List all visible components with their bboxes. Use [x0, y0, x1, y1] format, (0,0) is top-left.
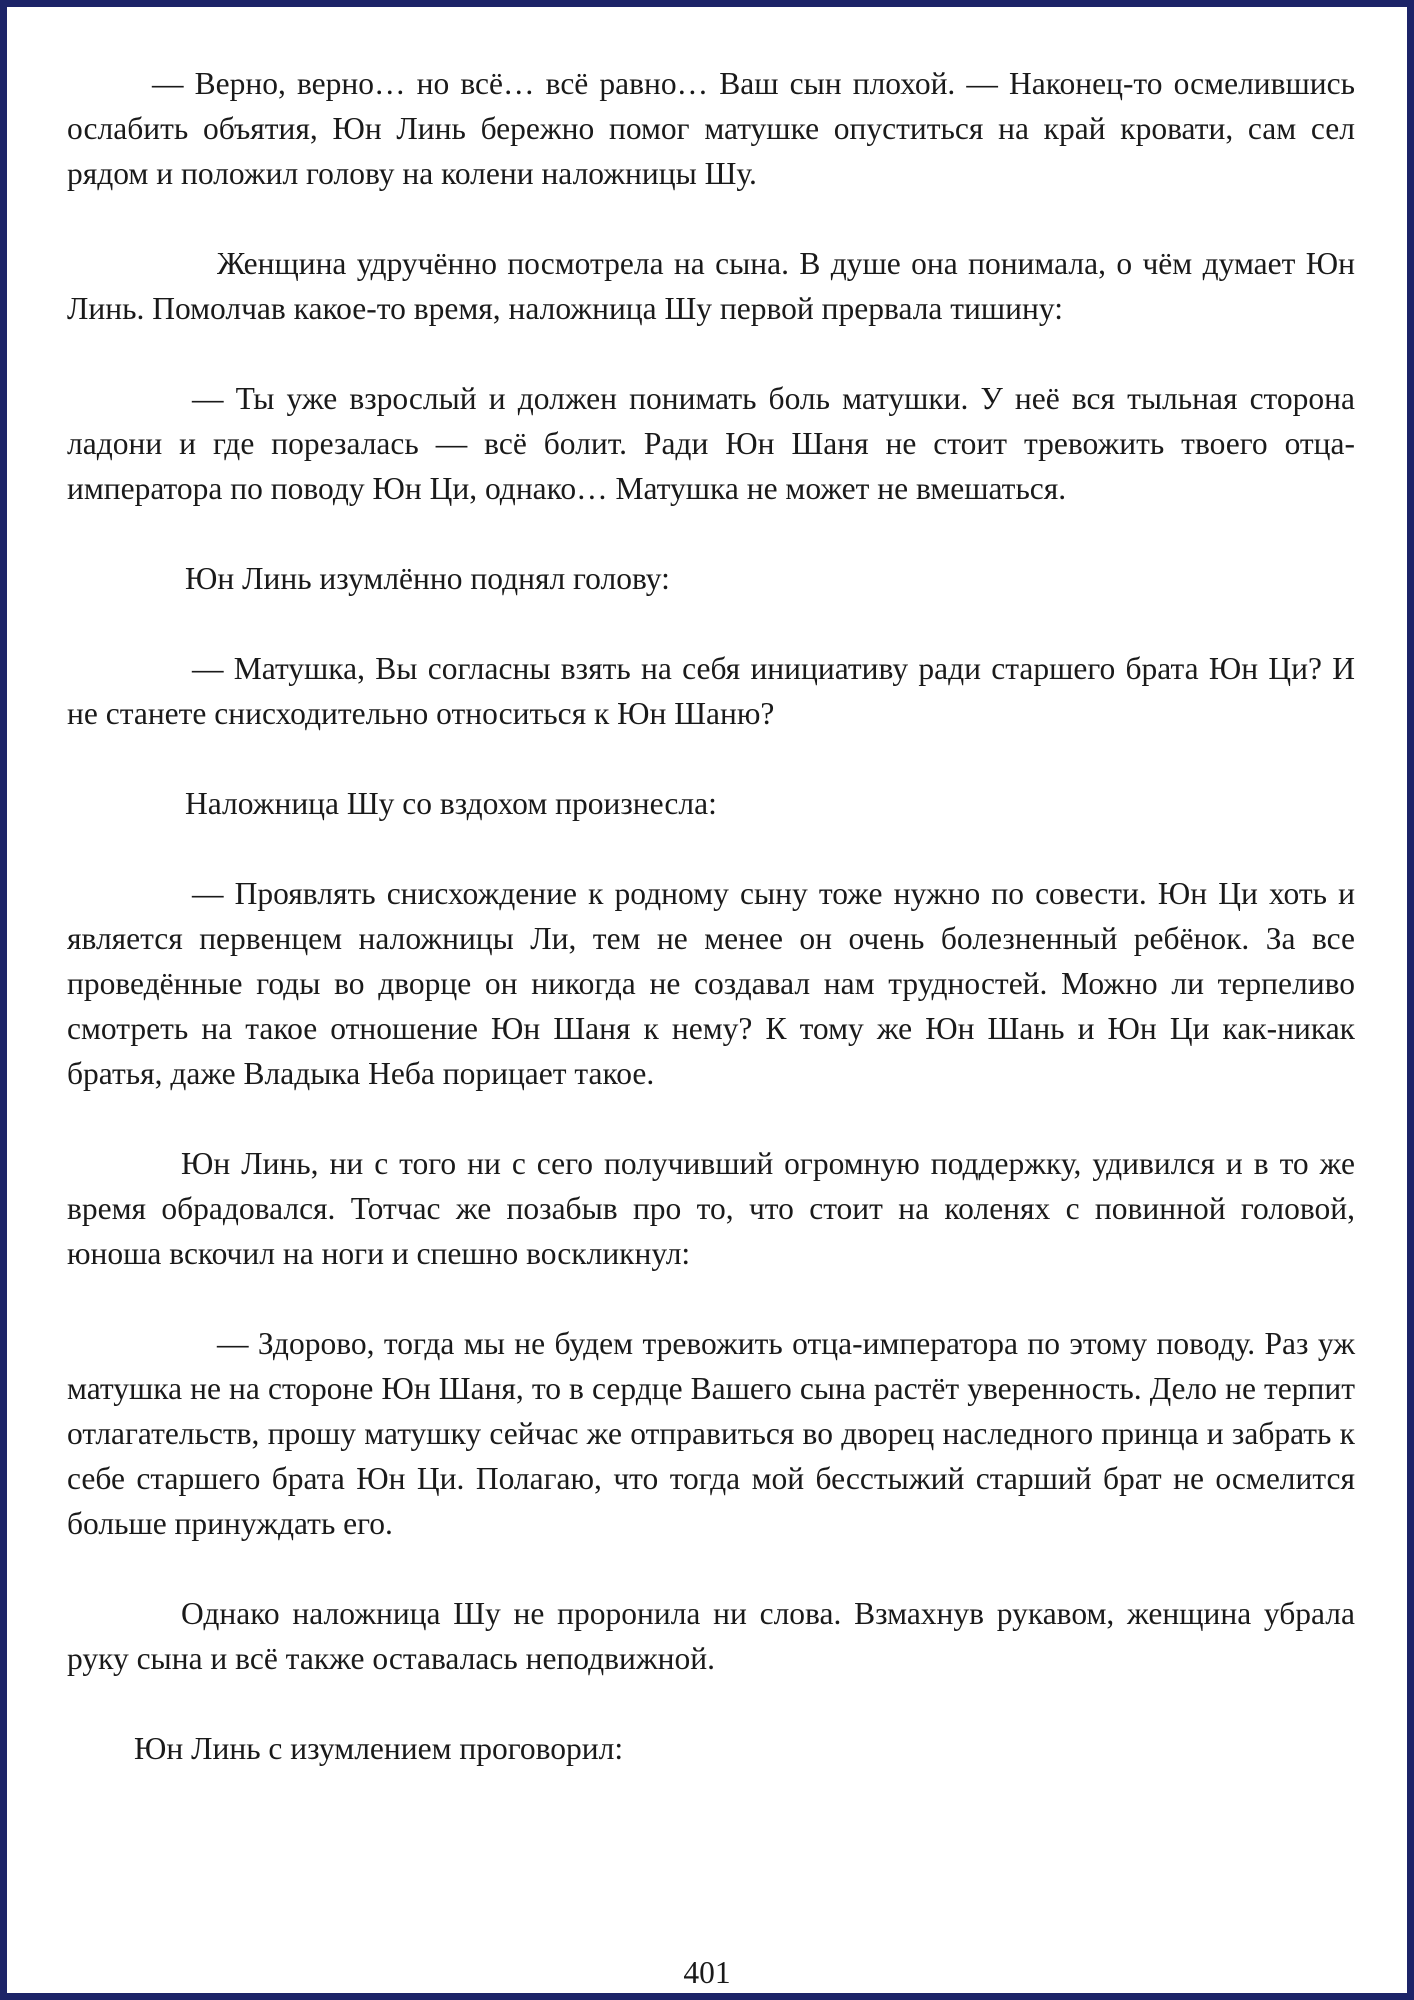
paragraph: Однако наложница Шу не проронила ни слова. Взмахнув рукавом, женщина убрала руку сына и всё также оставалась неподвижной. — [67, 1596, 1355, 1676]
page-number: 401 — [683, 1955, 731, 1990]
paragraph: — Верно, верно… но всё… всё равно… Ваш сын плохой. — Наконец-то осмелившись ослабить объятия, Юн Линь бережно помог матушке опуститься на край кровати, сам сел рядом и положил голову на колени наложницы Шу. — [67, 66, 1355, 191]
paragraph: Юн Линь, ни с того ни с сего получивший огромную поддержку, удивился и в то же время обрадовался. Тотчас же позабыв про то, что стоит на коленях с повинной головой, юноша вскочил на ноги и спешно воскликнул: — [67, 1146, 1355, 1271]
paragraph: Юн Линь изумлённо поднял голову: — [185, 561, 670, 596]
paragraph: — Ты уже взрослый и должен понимать боль матушки. У неё вся тыльная сторона ладони и где порезалась — всё болит. Ради Юн Шаня не стоит тревожить твоего отца-императора по поводу Юн Ци, однако… Матушка не может не вмешаться. — [67, 381, 1355, 506]
page-body — [67, 61, 1355, 1771]
paragraph: — Матушка, Вы согласны взять на себя инициативу ради старшего брата Юн Ци? И не станете снисходительно относиться к Юн Шаню? — [67, 651, 1355, 731]
paragraph: Наложница Шу со вздохом произнесла: — [185, 786, 717, 821]
paragraph: Юн Линь с изумлением проговорил: — [134, 1731, 624, 1766]
paragraph: — Здорово, тогда мы не будем тревожить отца-императора по этому поводу. Раз уж матушка не на стороне Юн Шаня, то в сердце Вашего сына растёт уверенность. Дело не терпит отлагательств, прошу матушку сейчас же отправиться во дворец наследного принца и забрать к себе старшего брата Юн Ци. Полагаю, что тогда мой бесстыжий старший брат не осмелится больше принуждать его. — [67, 1326, 1355, 1541]
paragraph: Женщина удручённо посмотрела на сына. В душе она понимала, о чём думает Юн Линь. Помолчав какое-то время, наложница Шу первой прервала тишину: — [67, 246, 1355, 326]
paragraph: — Проявлять снисхождение к родному сыну тоже нужно по совести. Юн Ци хоть и является первенцем наложницы Ли, тем не менее он очень болезненный ребёнок. За все проведённые годы во дворце он никогда не создавал нам трудностей. Можно ли терпеливо смотреть на такое отношение Юн Шаня к нему? К тому же Юн Шань и Юн Ци как-никак братья, даже Владыка Неба порицает такое. — [67, 876, 1355, 1091]
